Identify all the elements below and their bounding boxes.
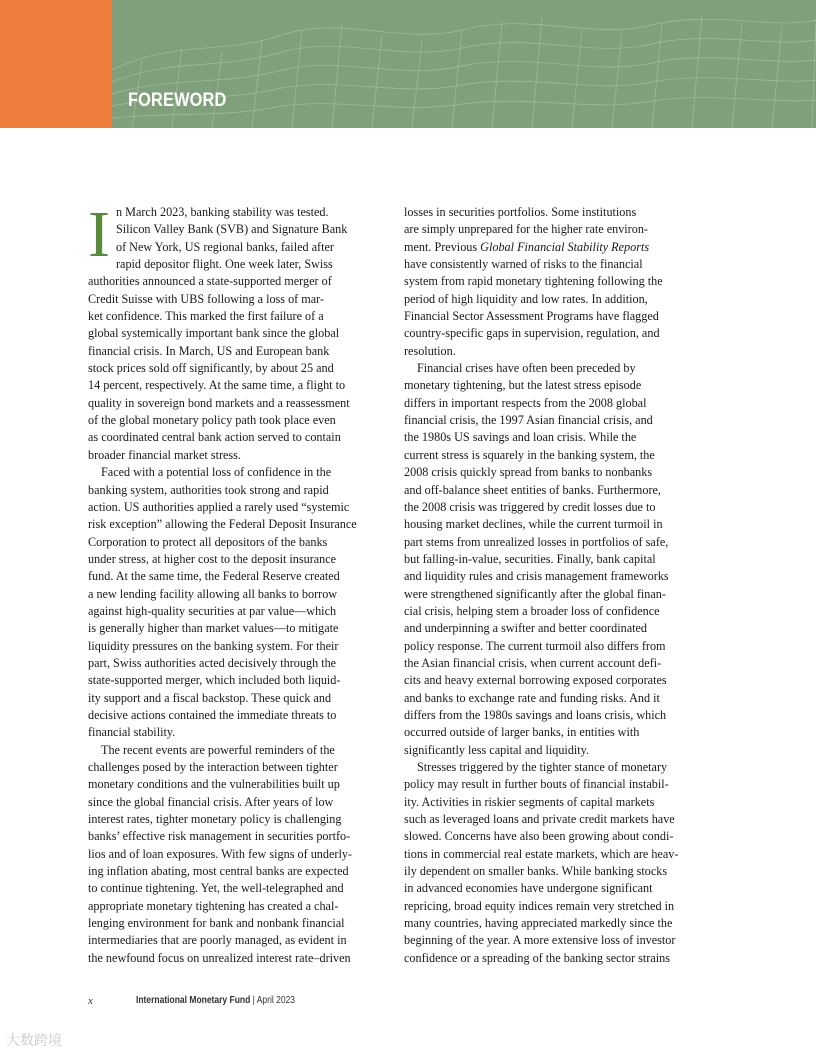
publication-date: April 2023 [256,995,296,1006]
text-line: tions in commercial real estate markets, which are heav- [404,846,679,861]
text-line: Credit Suisse with UBS following a loss of mar- [88,291,325,306]
text-line: in advanced economies have undergone significant [404,881,653,896]
text-line: stock prices sold off significantly, by about 25 and [88,361,334,376]
text-line: ket confidence. This marked the first failure of a [88,309,324,324]
text-line: is generally higher than market values—to mitigate [88,621,339,636]
text-line: monetary conditions and the vulnerabilities built up [88,777,340,792]
text-line: ing inflation abating, most central banks are expected [88,864,349,879]
text-line: ment. Previous Global Financial Stability Reports [404,239,650,254]
italic-title: Global Financial Stability Reports [480,239,650,254]
text-line: lenging environment for bank and nonbank financial [88,916,345,931]
text-line: such as leveraged loans and private credit markets have [404,812,675,827]
text-line: under stress, at higher cost to the deposit insurance [88,551,337,566]
text-line: the Asian financial crisis, when current account defi- [404,655,662,670]
watermark: 大数跨境 [6,1033,62,1049]
paragraph [404,360,690,759]
text-line: policy may result in further bouts of financial instabil- [404,777,669,792]
text-line: the 2008 crisis was triggered by credit losses due to [404,499,656,514]
text-line: losses in securities portfolios. Some institutions [404,205,637,219]
text-line: housing market declines, while the current turmoil in [404,517,663,532]
text-line: ity. Activities in riskier segments of capital markets [404,794,655,809]
text-line: rapid depositor flight. One week later, Swiss [115,257,333,272]
text-line: Financial crises have often been preceded by [417,361,636,376]
text-line: global systemically important bank since the global [88,326,340,341]
left-text-column [88,198,374,967]
publisher-name: International Monetary Fund [136,995,251,1006]
text-line: ily dependent on smaller banks. While banking stocks [404,864,668,879]
text-line: Corporation to protect all depositors of the banks [88,534,328,549]
text-line: but falling-in-value, securities. Finally, bank capital [404,551,656,566]
text-line: and off-balance sheet entities of banks. Furthermore, [404,482,661,497]
text-line: lios and of loan exposures. With few signs of underly- [88,846,352,861]
text-line: quality in sovereign bond markets and a reassessment [88,395,350,410]
text-line: financial crisis, the 1997 Asian financial crisis, and [404,413,653,428]
text-line: of the global monetary policy path took place even [88,413,336,428]
text-line: the newfound focus on unrealized interest rate–driven [88,950,351,965]
text-line: were strengthened significantly after the global finan- [404,586,666,601]
text-line: monetary tightening, but the latest stress episode [404,378,642,393]
text-line: the 1980s US savings and loan crisis. While the [404,430,637,445]
text-line: as coordinated central bank action served to contain [88,430,341,445]
text-line: and liquidity rules and crisis management frameworks [404,569,669,584]
text-line: current stress is squarely in the banking system, the [404,447,655,462]
text-line: ity support and a fiscal backstop. These quick and [88,690,332,705]
text-line: country-specific gaps in supervision, regulation, and [404,326,660,341]
text-line: have consistently warned of risks to the financial [404,257,643,272]
text-line: significantly less capital and liquidity. [404,742,590,757]
text-line: are simply unprepared for the higher rate environ- [404,222,648,237]
text-line: liquidity pressures on the banking system. For their [88,638,339,653]
text-line: 14 percent, respectively. At the same time, a flight to [88,378,346,393]
text-line: risk exception” allowing the Federal Deposit Insurance [88,517,357,532]
text-line: since the global financial crisis. After years of low [88,794,334,809]
text-line: and banks to exchange rate and funding risks. And it [404,690,660,705]
text-line: differs in important respects from the 2008 global [404,395,647,410]
text-line: Faced with a potential loss of confidence in the [101,465,332,480]
text-line: policy response. The current turmoil also differs from [404,638,666,653]
text-line: against high-quality securities at par value—which [88,603,337,618]
text-line: and underpinning a swifter and better coordinated [404,621,647,636]
text-line: The recent events are powerful reminders of the [101,742,335,757]
text-line: authorities announced a state-supported merger of [88,274,332,289]
text-line: a new lending facility allowing all banks to borrow [88,586,338,601]
paragraph [88,198,374,464]
text-line: banking system, authorities took strong and rapid [88,482,329,497]
text-line: Financial Sector Assessment Programs have flagged [404,309,659,324]
text-line: of New York, US regional banks, failed after [115,239,334,254]
text-line: part stems from unrealized losses in portfolios of safe, [404,534,669,549]
text-line: 2008 crisis quickly spread from banks to nonbanks [404,465,653,480]
text-line: action. US authorities applied a rarely used “systemic [88,499,350,514]
paragraph [404,759,690,967]
text-line: system from rapid monetary tightening following the [404,274,663,289]
text-line: differs from the 1980s savings and loans crisis, which [404,707,667,722]
text-line: to continue tightening. Yet, the well-telegraphed and [88,881,344,896]
text-line: decisive actions contained the immediate threats to [88,707,337,722]
text-line: many countries, having appreciated markedly since the [404,916,673,931]
text-line: appropriate monetary tightening has created a chal- [88,898,339,913]
footer-separator: | [250,995,257,1006]
text-line: cits and heavy external borrowing exposed corporates [404,673,667,688]
text-line: state-supported merger, which included both liquid- [88,673,341,688]
paragraph [88,464,374,742]
text-line: resolution. [404,343,456,358]
text-line: broader financial market stress. [88,447,241,462]
text-line: Stresses triggered by the tighter stance of monetary [417,760,668,774]
text-line: fund. At the same time, the Federal Reserve created [88,569,340,584]
text-line: cial crisis, helping stem a broader loss of confidence [404,603,660,618]
page-number: x [88,995,93,1007]
text-line: slowed. Concerns have also been growing about condi- [404,829,674,844]
text-line: period of high liquidity and low rates. In addition, [404,291,648,306]
text-line: occurred outside of larger banks, in entities with [404,725,640,740]
text-line: banks’ effective risk management in securities portfo- [88,829,351,844]
text-line: n March 2023, banking stability was tested. [115,205,329,219]
text-line: repricing, broad equity indices remain very stretched in [404,898,675,913]
text-line: beginning of the year. A more extensive loss of investor [404,933,676,948]
right-text-column [404,204,690,967]
text-line: part, Swiss authorities acted decisively through the [88,655,337,670]
text-line: financial stability. [88,725,176,740]
text-line: challenges posed by the interaction between tighter [88,760,338,774]
text-line: interest rates, tighter monetary policy is challenging [88,812,342,827]
text-line: Silicon Valley Bank (SVB) and Signature Bank [115,222,348,237]
text-line: intermediaries that are poorly managed, as evident in [88,933,347,948]
drop-cap: I [88,198,110,271]
paragraph [88,742,374,967]
header-orange-block [0,0,112,128]
text-line: confidence or a spreading of the banking sector strains [404,950,671,965]
paragraph [404,204,690,360]
text-line: financial crisis. In March, US and European bank [88,343,330,358]
publication-info [136,995,295,1006]
page-title: FOREWORD [128,90,227,111]
